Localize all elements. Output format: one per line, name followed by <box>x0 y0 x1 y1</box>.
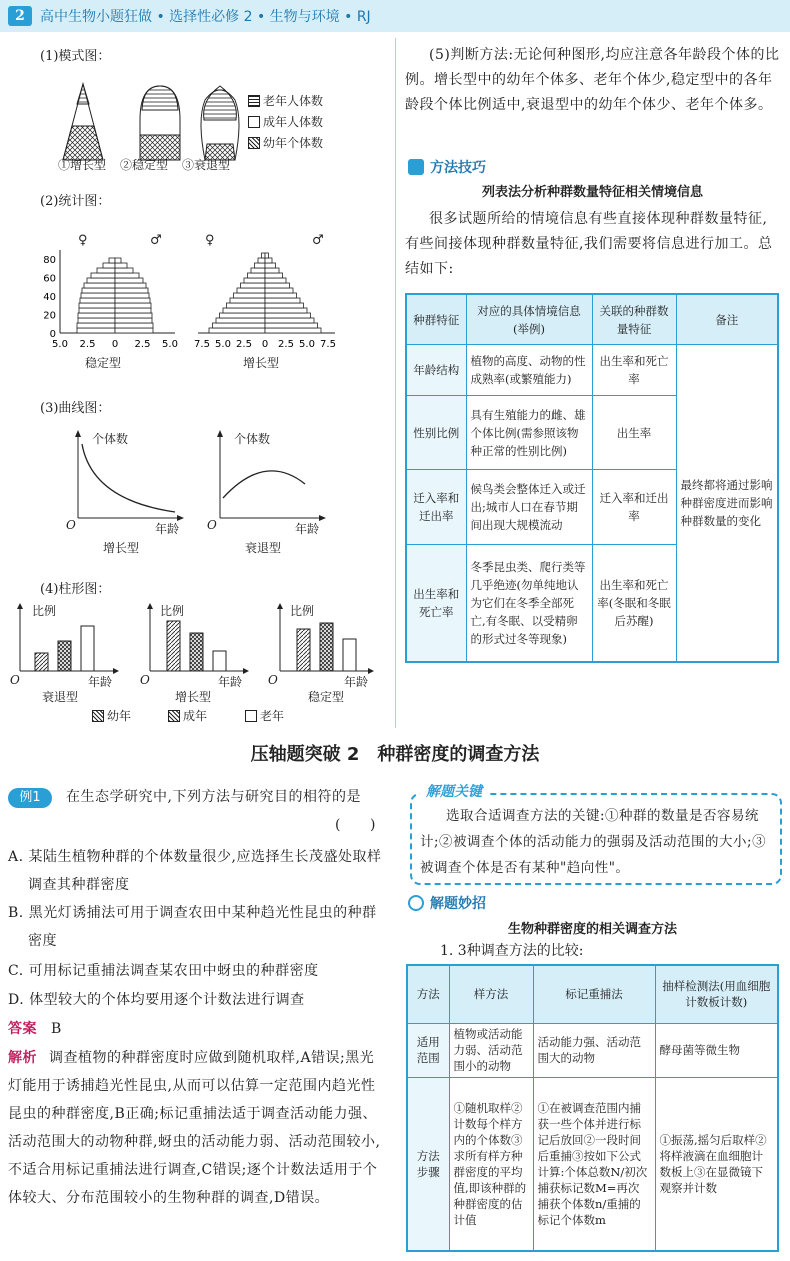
t1-header-3: 备注 <box>676 294 778 345</box>
option-c: C. 可用标记重捕法调查某农田中蚜虫的种群密度 <box>8 963 319 979</box>
y-tick: 20 <box>43 310 56 322</box>
stable-pyramid-chart <box>40 248 180 353</box>
t2-header-2: 标记重捕法 <box>533 965 655 1023</box>
bar-male <box>265 268 279 273</box>
bar-legend-young: 幼年 <box>92 707 131 724</box>
bar-female <box>213 323 266 328</box>
bar-female <box>258 258 265 263</box>
x-tick: 7.5 <box>320 339 336 350</box>
curve-xlabel-1: 年龄 <box>155 522 180 536</box>
analysis: 解析 调查植物的种群密度时应做到随机取样,A错误;黑光灯能用于诱捕趋光性昆虫,从而可以估算一定范围内趋光性昆虫的种群密度,B正确;标记重捕法适于调查活动能力强、活动范围大的动物种群,蚜虫的活动能力弱、活动范围较小,不适合用标记重捕法进行调查,C错误;逐个计数法适用于个体较大、分布范围较小的生物种群的调查,D错误。 <box>8 1050 381 1206</box>
bar-male <box>265 288 293 293</box>
y-tick: 40 <box>43 292 56 303</box>
bar-legend-old: 老年 <box>245 707 284 724</box>
t2-scope-2: 酵母菌等微生物 <box>655 1023 778 1077</box>
curve-caption-2: 衰退型 <box>245 541 282 555</box>
bar-male <box>265 298 300 303</box>
t1-remark: 最终都将通过影响种群密度进而影响种群数量的变化 <box>676 345 778 662</box>
t2-steps-0: ①随机取样②计数每个样方内的个体数③求所有样方种群密度的平均值,即该种群的种群密度的估计值 <box>449 1077 533 1251</box>
bar-male <box>265 263 276 268</box>
bar-female <box>220 313 266 318</box>
example-stem: 在生态学研究中,下列方法与研究目的相符的是 <box>66 789 361 805</box>
method-intro: 很多试题所给的情境信息有些直接体现种群数量特征,有些间接体现种群数量特征,我们需要将信息进行加工。总结如下: <box>405 211 773 277</box>
t1-row3-feature: 出生率和死亡率 <box>406 545 466 662</box>
bar-female <box>79 308 115 313</box>
bar-male <box>265 323 318 328</box>
t1-row2-feature: 迁入率和迁出率 <box>406 470 466 545</box>
bar-male <box>115 313 152 318</box>
x-tick: 2.5 <box>236 339 252 350</box>
t2-header-0: 方法 <box>407 965 449 1023</box>
mode-caption-1: ①增长型 <box>58 158 107 172</box>
bar-caption-2: 增长型 <box>175 690 212 704</box>
page-number: 2 <box>8 6 32 26</box>
bar-male <box>265 313 311 318</box>
t1-row0-feature: 年龄结构 <box>406 345 466 396</box>
bar-female <box>77 328 115 333</box>
bar-origin-3: O <box>268 673 278 687</box>
legend-old: 老年人体数 <box>248 92 323 109</box>
curve-origin-2: O <box>207 518 217 532</box>
bar-female <box>103 263 115 268</box>
method-subtitle: 列表法分析种群数量特征相关情境信息 <box>481 185 703 200</box>
bar-male <box>115 288 148 293</box>
x-tick: 5.0 <box>52 339 68 350</box>
bar-xlabel-1: 年龄 <box>88 675 113 689</box>
bar-female <box>244 278 265 283</box>
t2-scope-label: 适用范围 <box>407 1023 449 1077</box>
bar-ylabel-3: 比例 <box>290 604 315 618</box>
bar-ylabel-2: 比例 <box>160 604 185 618</box>
x-tick: 0 <box>111 339 119 350</box>
t1-header-0: 种群特征 <box>406 294 466 345</box>
mode-diagram-label: (1)模式图： <box>40 49 111 64</box>
key-text: 选取合适调查方法的关键:①种群的数量是否容易统计;②被调查个体的活动能力的强弱及活动范围的大小;③被调查个体是否有某种"趋向性"。 <box>420 808 767 876</box>
bar-female <box>223 308 265 313</box>
bar-male <box>265 278 286 283</box>
male-symbol: ♂ <box>150 233 162 248</box>
bar-female <box>78 318 115 323</box>
column-divider <box>395 38 396 728</box>
bar-male <box>115 268 133 273</box>
bar-male <box>115 273 139 278</box>
bar-male <box>265 283 290 288</box>
tips-subtitle: 生物种群密度的相关调查方法 <box>507 922 677 937</box>
magnifier-icon <box>408 895 424 911</box>
x-tick: 2.5 <box>278 339 294 350</box>
bar-male <box>115 263 127 268</box>
bar-male <box>115 258 121 263</box>
t1-header-2: 关联的种群数量特征 <box>592 294 676 345</box>
t1-row2-link: 迁入率和迁出率 <box>592 470 676 545</box>
bar-chart <box>15 603 385 678</box>
legend-adult: 成年人体数 <box>248 113 323 130</box>
t1-row3-link: 出生率和死亡率(冬眠和冬眠后苏醒) <box>592 545 676 662</box>
t2-steps-1: ①在被调查范围内捕获一些个体并进行标记后放回②一段时间后重捕③按如下公式计算:个体总数N/初次捕获标记数M=再次捕获个体数n/重捕的标记个体数m <box>533 1077 655 1251</box>
bar-female <box>234 293 266 298</box>
bar-origin-2: O <box>140 673 150 687</box>
stat-label: (2)统计图： <box>40 194 111 209</box>
bar-legend-adult: 成年 <box>168 707 207 724</box>
t1-row0-link: 出生率和死亡率 <box>592 345 676 396</box>
bar-female <box>262 253 266 258</box>
t2-steps-label: 方法步骤 <box>407 1077 449 1251</box>
bar-female <box>84 283 115 288</box>
bar-male <box>115 283 146 288</box>
bar-male <box>265 328 321 333</box>
answer-line: 答案 B <box>8 1021 62 1037</box>
bar-male <box>265 253 269 258</box>
t2-scope-1: 活动能力强、活动范围大的动物 <box>533 1023 655 1077</box>
bar-male <box>115 308 151 313</box>
judge-paragraph: (5)判断方法:无论何种图形,均应注意各年龄段个体的比例。增长型中的幼年个体多、老年个体少,稳定型中的各年龄段个体比例适中,衰退型中的幼年个体少、老年个体多。 <box>405 47 780 113</box>
x-tick: 5.0 <box>299 339 315 350</box>
bar-female <box>80 298 115 303</box>
example-tag: 例1 <box>8 788 52 808</box>
option-b: B. 黑光灯诱捕法可用于调查农田中某种趋光性昆虫的种群密度 <box>8 905 377 949</box>
tips-heading: 解题妙招 <box>408 893 486 913</box>
x-tick: 7.5 <box>194 339 210 350</box>
t1-header-1: 对应的具体情境信息(举例) <box>466 294 592 345</box>
mode-caption-3: ③衰退型 <box>182 158 231 172</box>
bar-female <box>237 288 265 293</box>
mode-diagram <box>55 80 245 164</box>
bar-male <box>115 303 151 308</box>
t2-header-1: 样方法 <box>449 965 533 1023</box>
t2-scope-0: 植物或活动能力弱、活动范围小的动物 <box>449 1023 533 1077</box>
bar-female <box>227 303 266 308</box>
bar-female <box>78 313 115 318</box>
bar-female <box>77 323 115 328</box>
t2-header-3: 抽样检测法(用血细胞计数板计数) <box>655 965 778 1023</box>
bar-male <box>265 318 314 323</box>
bar-male <box>115 328 153 333</box>
t1-row0-info: 植物的高度、动物的性成熟率(或繁殖能力) <box>466 345 592 396</box>
bar-female <box>79 303 115 308</box>
example-paren: ( ) <box>335 817 376 833</box>
t1-row1-link: 出生率 <box>592 395 676 470</box>
male-symbol-2: ♂ <box>312 233 324 248</box>
bar-male <box>265 308 307 313</box>
bar-female <box>97 268 115 273</box>
stable-caption: 稳定型 <box>85 356 122 370</box>
x-tick: 0 <box>261 339 269 350</box>
bar-female <box>230 298 265 303</box>
t2-steps-2: ①振荡,摇匀后取样②将样液滴在血细胞计数板上③在显微镜下观察并计数 <box>655 1077 778 1251</box>
bar-caption-1: 衰退型 <box>42 690 79 704</box>
x-tick: 5.0 <box>215 339 231 350</box>
t1-row2-info: 候鸟类会整体迁入或迁出;城市人口在春节期间出现大规模流动 <box>466 470 592 545</box>
bar-male <box>115 298 150 303</box>
mode-caption-2: ②稳定型 <box>120 158 169 172</box>
bar-female <box>216 318 265 323</box>
bar-male <box>265 293 297 298</box>
bar-female <box>82 288 115 293</box>
bar-female <box>81 293 115 298</box>
bar-xlabel-2: 年龄 <box>218 675 243 689</box>
bar-male <box>265 303 304 308</box>
legend-young: 幼年个体数 <box>248 134 323 151</box>
x-tick: 2.5 <box>79 339 96 350</box>
bar-origin-1: O <box>10 673 20 687</box>
female-symbol-2: ♀ <box>205 233 215 248</box>
y-tick: 0 <box>49 329 56 340</box>
survey-method-table <box>406 964 779 1252</box>
key-title: 解题关键 <box>420 781 488 801</box>
population-feature-table <box>405 293 779 663</box>
growth-pyramid-chart <box>190 248 340 353</box>
bar-female <box>209 328 265 333</box>
female-symbol: ♀ <box>78 233 88 248</box>
bar-male <box>115 318 152 323</box>
x-tick: 5.0 <box>162 339 178 350</box>
bar-female <box>109 258 115 263</box>
bar-male <box>115 278 143 283</box>
method-tips-heading: 方法技巧 <box>408 157 486 177</box>
bar-caption-3: 稳定型 <box>308 690 345 704</box>
header-title: 高中生物小题狂做 • 选择性必修 2 • 生物与环境 • RJ <box>40 9 371 25</box>
curve-ylabel-2: 个体数 <box>234 432 271 446</box>
section-title: 压轴题突破 2 种群密度的调查方法 <box>250 744 540 765</box>
curve-caption-1: 增长型 <box>103 541 140 555</box>
y-tick: 60 <box>43 273 56 285</box>
curve-label: (3)曲线图： <box>40 401 111 416</box>
t1-row1-info: 具有生殖能力的雌、雄个体比例(需参照该物种正常的性别比例) <box>466 395 592 470</box>
bar-xlabel-3: 年龄 <box>344 675 369 689</box>
tips-line: 1. 3种调查方法的比较: <box>440 943 584 959</box>
bar-male <box>115 293 149 298</box>
bar-female <box>241 283 266 288</box>
bar-male <box>115 323 153 328</box>
curve-ylabel-1: 个体数 <box>92 432 129 446</box>
option-d: D. 体型较大的个体均要用逐个计数法进行调查 <box>8 992 305 1008</box>
t1-row1-feature: 性别比例 <box>406 395 466 470</box>
bar-male <box>265 258 272 263</box>
option-a: A. 某陆生植物种群的个体数量很少,应选择生长茂盛处取样调查其种群密度 <box>8 849 382 893</box>
bar-female <box>251 268 265 273</box>
x-tick: 2.5 <box>134 339 151 350</box>
bar-male <box>265 273 283 278</box>
bar-female <box>91 273 115 278</box>
bar-female <box>255 263 266 268</box>
bar-female <box>248 273 266 278</box>
curve-origin-1: O <box>66 518 76 532</box>
y-tick: 80 <box>43 255 56 266</box>
curve-xlabel-2: 年龄 <box>295 522 320 536</box>
growth-caption: 增长型 <box>243 356 280 370</box>
bar-female <box>87 278 115 283</box>
t1-row3-info: 冬季昆虫类、爬行类等几乎绝迹(勿单纯地认为它们在冬季全部死亡,有冬眠、以受精卵的形式过冬等现象) <box>466 545 592 662</box>
bar-ylabel-1: 比例 <box>32 604 57 618</box>
hand-icon <box>408 159 424 175</box>
bar-label: (4)柱形图： <box>40 582 111 597</box>
